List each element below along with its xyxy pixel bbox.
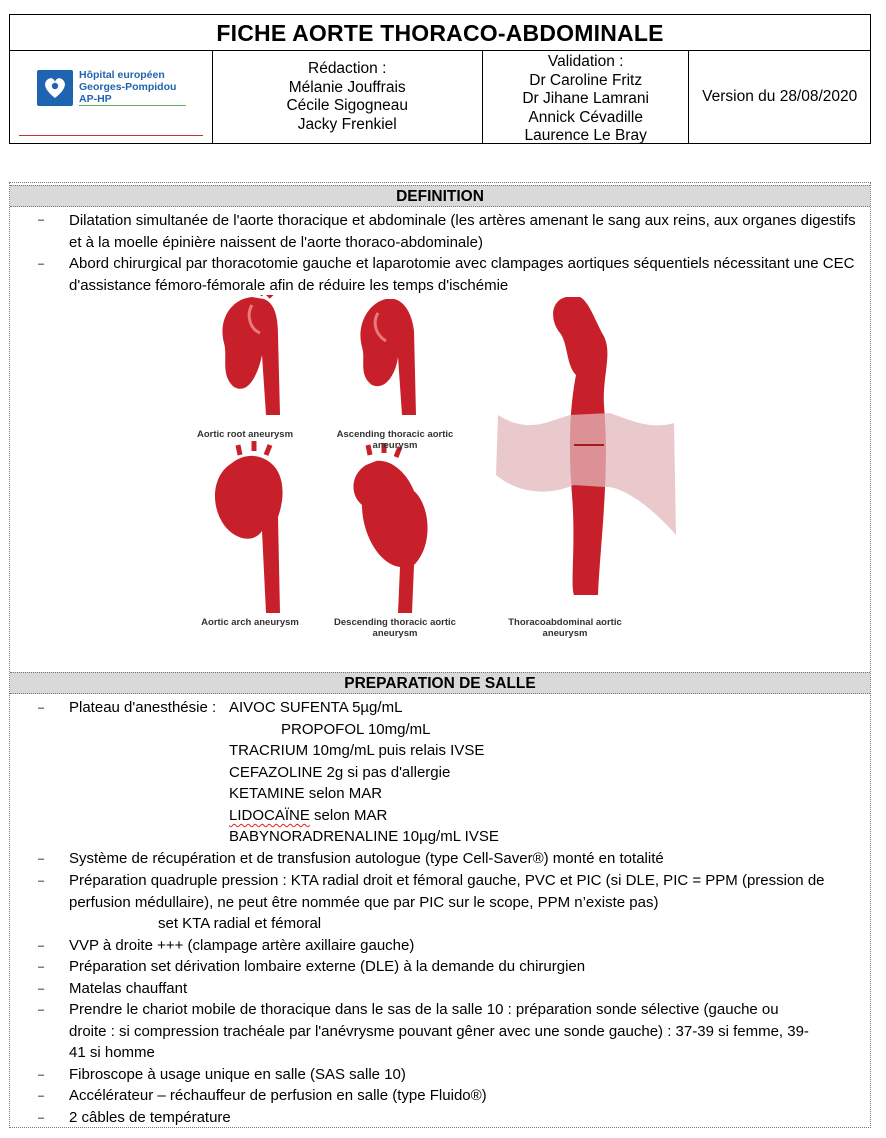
figure-caption: Aortic root aneurysm [196, 429, 294, 440]
logo-divider-red [19, 135, 203, 136]
list-bullet: – [38, 983, 45, 995]
preparation-item-cont: 41 si homme [69, 1044, 155, 1061]
validation-name: Dr Caroline Fritz [529, 71, 643, 89]
preparation-item-cont: set KTA radial et fémoral [158, 915, 322, 932]
definition-item: Abord chirurgical par thoracotomie gauche et laparotomie avec clampages aortiques séquentiels nécessitant une CEC d'assistance fémoro-fémorale afin de réduire les temps d'ischémie [69, 255, 855, 294]
hospital-name-line1: Hôpital européen [79, 69, 165, 81]
thoracoabdominal-aneurysm-figure [496, 297, 676, 595]
preparation-item: VVP à droite +++ (clampage artère axillaire gauche) [69, 937, 415, 954]
list-bullet: – [38, 1004, 45, 1016]
list-bullet: – [38, 961, 45, 973]
hospital-name-line3: AP-HP [79, 93, 112, 105]
preparation-item: 2 câbles de température [69, 1109, 231, 1126]
list-bullet: – [38, 214, 45, 226]
preparation-item: Matelas chauffant [69, 980, 188, 997]
plateau-item: TRACRIUM 10mg/mL puis relais IVSE [229, 742, 485, 759]
figure-caption: Aortic arch aneurysm [201, 617, 299, 628]
logo-divider-green [79, 105, 186, 106]
plateau-item: AIVOC SUFENTA 5µg/mL [229, 699, 403, 716]
preparation-item: Fibroscope à usage unique en salle (SAS salle 10) [69, 1066, 406, 1083]
definition-heading: DEFINITION [10, 185, 870, 207]
preparation-item: Accélérateur – réchauffeur de perfusion en salle (type Fluido®) [69, 1087, 487, 1104]
validation-name: Annick Cévadille [528, 108, 643, 126]
plateau-item: KETAMINE selon MAR [229, 785, 383, 802]
list-bullet: – [38, 875, 45, 887]
preparation-item: Prendre le chariot mobile de thoracique dans le sas de la salle 10 : préparation sonde sélective (gauche ou [69, 1001, 779, 1018]
plateau-item: BABYNORADRENALINE 10µg/mL IVSE [229, 828, 499, 845]
plateau-item-lidocaine [229, 805, 387, 826]
list-bullet: – [38, 1090, 45, 1102]
preparation-item-cont: perfusion médullaire), ne peut être nommée que par PIC sur le scope, PPM n’existe pas) [69, 894, 659, 911]
plateau-label: Plateau d'anesthésie : [69, 699, 217, 716]
preparation-item: Préparation quadruple pression : KTA radial droit et fémoral gauche, PVC et PIC (si DLE, PIC = PPM (pression de [69, 872, 825, 889]
preparation-item: Préparation set dérivation lombaire externe (DLE) à la demande du chirurgien [69, 958, 586, 975]
preparation-heading: PREPARATION DE SALLE [10, 672, 870, 694]
document-title: FICHE AORTE THORACO-ABDOMINALE [10, 15, 870, 51]
redaction-cell [213, 51, 483, 143]
figure-caption: Thoracoabdominal aortic aneurysm [508, 617, 622, 639]
descending-thoracic-aneurysm-figure [353, 443, 427, 613]
plateau-item-suffix: selon MAR [309, 807, 388, 824]
aneurysm-illustration [190, 295, 690, 645]
list-bullet: – [38, 1069, 45, 1081]
spellcheck-word: LIDOCAÏNE [229, 807, 310, 824]
hospital-logo-icon [37, 70, 73, 106]
hospital-name [79, 69, 176, 105]
header-info-row [10, 51, 870, 143]
preparation-item-cont: droite : si compression trachéale par l'anévrysme pouvant gêner avec une sonde gauche) : 37-39 si femme, 39- [69, 1023, 809, 1040]
validation-cell [483, 51, 690, 143]
validation-name: Dr Jihane Lamrani [522, 90, 649, 107]
list-bullet: – [38, 853, 45, 865]
validation-label: Validation : [547, 53, 624, 70]
hospital-name-line2: Georges-Pompidou [79, 81, 177, 93]
list-bullet: – [38, 1112, 45, 1124]
redaction-name: Jacky Frenkiel [297, 115, 397, 133]
aortic-root-aneurysm-figure [222, 295, 280, 415]
redaction-name: Mélanie Jouffrais [288, 78, 406, 96]
plateau-item: CEFAZOLINE 2g si pas d'allergie [229, 764, 451, 781]
list-bullet: – [38, 702, 45, 714]
redaction-label: Rédaction : [308, 60, 387, 77]
figure-caption: Ascending thoracic aortic aneurysm [336, 429, 454, 451]
preparation-item: Système de récupération et de transfusion autologue (type Cell-Saver®) monté en totalité [69, 850, 664, 867]
definition-item: Dilatation simultanée de l'aorte thoracique et abdominale (les artères amenant le sang aux reins, aux organes digestifs et à la moelle épinière naissent de l'aorte thoraco-abdominale) [69, 212, 856, 251]
logo-cell [10, 51, 213, 143]
aortic-arch-aneurysm-figure [215, 441, 283, 613]
figure-caption: Descending thoracic aortic aneurysm [334, 617, 456, 639]
version-cell [689, 51, 870, 143]
validation-name: Laurence Le Bray [524, 127, 647, 144]
list-bullet: – [38, 940, 45, 952]
ascending-thoracic-aneurysm-figure [360, 299, 416, 415]
plateau-item: PROPOFOL 10mg/mL [281, 721, 431, 738]
version-date: Version du 28/08/2020 [702, 87, 858, 105]
redaction-name: Cécile Sigogneau [286, 97, 408, 114]
document-body [9, 182, 871, 1128]
document-header [9, 14, 871, 144]
list-bullet: – [38, 258, 45, 270]
